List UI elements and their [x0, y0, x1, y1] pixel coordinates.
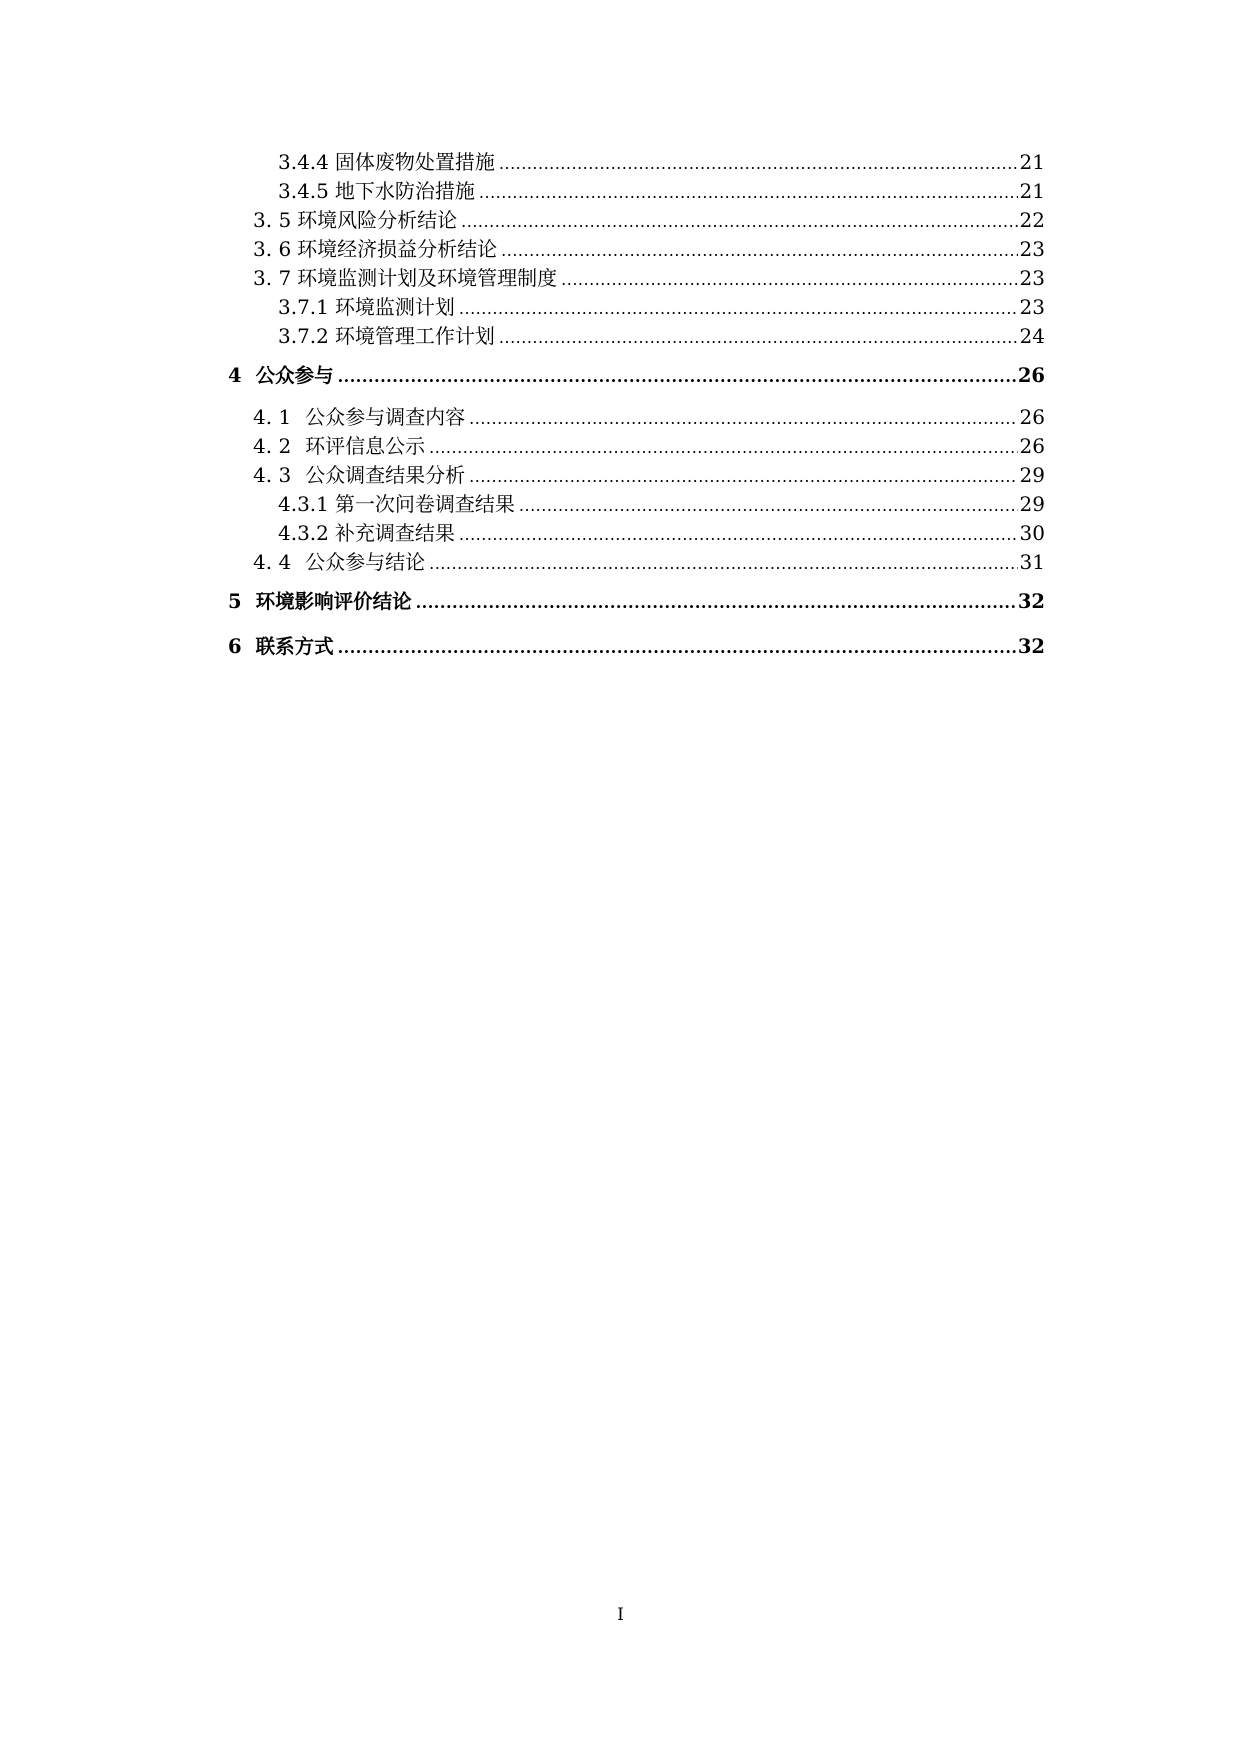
toc-entry-title: 公众调查结果分析: [305, 463, 466, 487]
toc-entry-number: 6: [228, 635, 242, 658]
toc-dot-leader: [429, 436, 1017, 460]
toc-dot-leader: [469, 465, 1017, 489]
toc-entry[interactable]: [253, 405, 1045, 431]
toc-entry-page: 24: [1019, 324, 1045, 348]
toc-entry-page: 26: [1019, 434, 1045, 458]
toc-entry[interactable]: [278, 295, 1045, 321]
toc-dot-leader: [479, 181, 1018, 205]
toc-entry-title: 公众参与调查内容: [305, 405, 466, 429]
toc-entry-title: 环境管理工作计划: [334, 324, 495, 348]
toc-entry-number: 3. 5: [253, 208, 292, 232]
toc-entry-number: 4.3.2: [278, 521, 329, 545]
toc-entry-number: 3. 6: [253, 237, 292, 261]
toc-dot-leader: [499, 326, 1018, 350]
toc-entry-title: 公众参与: [255, 364, 334, 387]
toc-entry-title: 环境监测计划及环境管理制度: [297, 266, 558, 290]
toc-entry-page: 32: [1017, 635, 1045, 658]
toc-dot-leader: [519, 494, 1018, 518]
toc-entry[interactable]: [278, 324, 1045, 350]
toc-entry-page: 26: [1017, 364, 1045, 387]
toc-entry-page: 31: [1019, 550, 1045, 574]
toc-entry-number: 3.7.2: [278, 324, 329, 348]
toc-entry-page: 29: [1019, 492, 1045, 516]
toc-dot-leader: [561, 268, 1017, 292]
toc-entry-number: 4: [228, 364, 242, 387]
toc-entry-page: 23: [1019, 295, 1045, 319]
toc-entry[interactable]: [278, 521, 1045, 547]
toc-entry-title: 环境影响评价结论: [255, 590, 412, 613]
toc-entry-number: 3.7.1: [278, 295, 329, 319]
toc-entry-page: 23: [1019, 266, 1045, 290]
toc-entry-page: 30: [1019, 521, 1045, 545]
toc-entry-title: 联系方式: [255, 635, 334, 658]
toc-entry-title: 环评信息公示: [305, 434, 426, 458]
toc-entry[interactable]: [253, 208, 1045, 234]
toc-dot-leader: [338, 365, 1016, 389]
toc-entry-title: 固体废物处置措施: [334, 150, 495, 174]
toc-entry-page: 23: [1019, 237, 1045, 261]
toc-dot-leader: [501, 239, 1017, 263]
toc-dot-leader: [461, 210, 1017, 234]
toc-entry-number: 4. 1: [253, 405, 292, 429]
toc-entry[interactable]: [278, 492, 1045, 518]
toc-dot-leader: [338, 636, 1016, 660]
toc-entry-page: 22: [1019, 208, 1045, 232]
toc-dot-leader: [499, 152, 1018, 176]
toc-entry[interactable]: [228, 590, 1045, 615]
toc-entry-title: 环境风险分析结论: [297, 208, 458, 232]
toc-entry-title: 补充调查结果: [334, 521, 455, 545]
toc-entry-number: 5: [228, 590, 242, 613]
toc-entry-page: 21: [1019, 179, 1045, 203]
toc-entry-number: 4. 4: [253, 550, 292, 574]
toc-dot-leader: [416, 591, 1016, 615]
toc-entry[interactable]: [253, 550, 1045, 576]
toc-entry[interactable]: [278, 150, 1045, 176]
toc-entry-page: 32: [1017, 590, 1045, 613]
toc-entry-number: 3.4.4: [278, 150, 329, 174]
toc-entry[interactable]: [253, 434, 1045, 460]
toc-entry[interactable]: [228, 635, 1045, 660]
toc-entry[interactable]: [253, 237, 1045, 263]
toc-entry[interactable]: [253, 266, 1045, 292]
toc-entry[interactable]: [228, 364, 1045, 389]
toc-entry-page: 26: [1019, 405, 1045, 429]
page-number: I: [617, 1605, 624, 1625]
toc-dot-leader: [459, 523, 1018, 547]
toc-entry-number: 4. 2: [253, 434, 292, 458]
toc-dot-leader: [469, 407, 1017, 431]
toc-dot-leader: [429, 552, 1017, 576]
toc-entry[interactable]: [278, 179, 1045, 205]
toc-entry-number: 4.3.1: [278, 492, 329, 516]
toc-entry-title: 公众参与结论: [305, 550, 426, 574]
toc-entry-number: 4. 3: [253, 463, 292, 487]
toc-entry-title: 地下水防治措施: [334, 179, 475, 203]
toc-entry-page: 29: [1019, 463, 1045, 487]
toc-entry-page: 21: [1019, 150, 1045, 174]
toc-entry-number: 3. 7: [253, 266, 292, 290]
toc-entry-title: 第一次问卷调查结果: [334, 492, 515, 516]
toc-entry[interactable]: [253, 463, 1045, 489]
toc-dot-leader: [459, 297, 1018, 321]
toc-entry-title: 环境监测计划: [334, 295, 455, 319]
toc-entry-number: 3.4.5: [278, 179, 329, 203]
toc-entry-title: 环境经济损益分析结论: [297, 237, 498, 261]
